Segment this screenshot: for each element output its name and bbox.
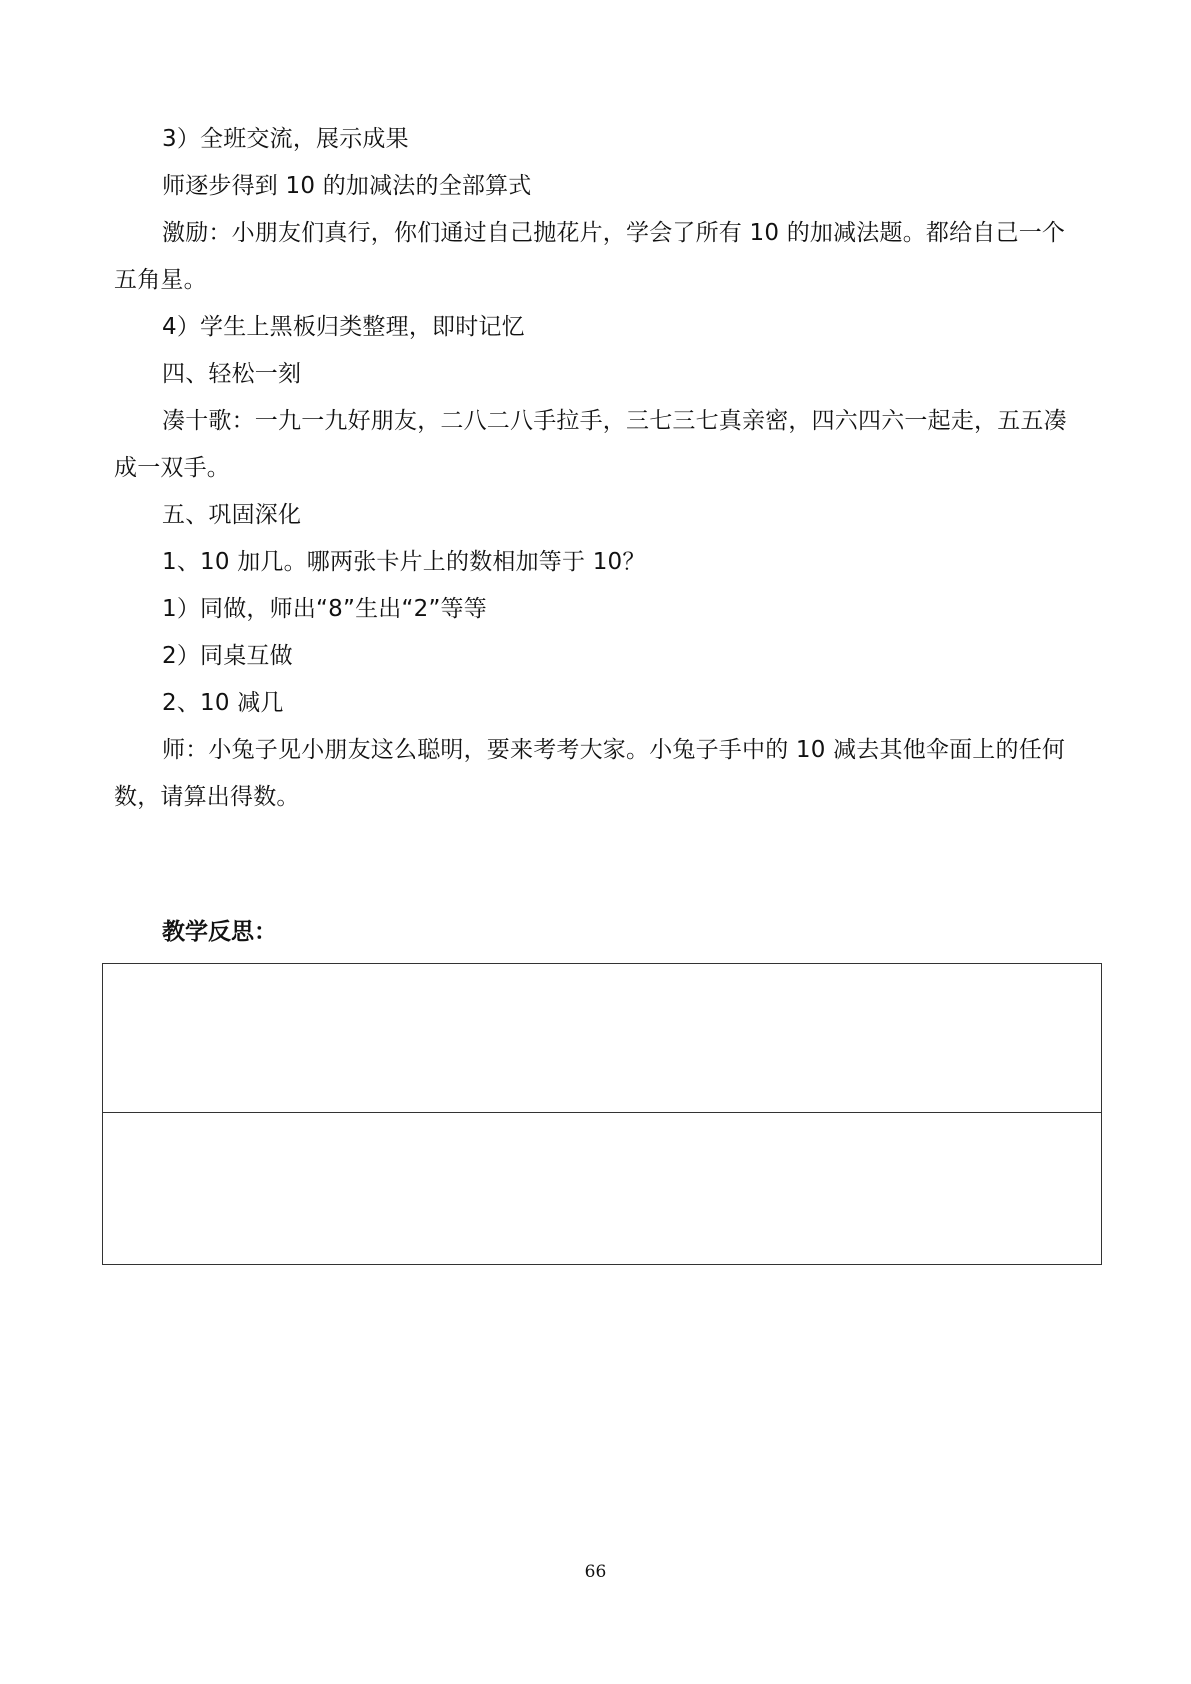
paragraph-all-equations: 师逐步得到 10 的加减法的全部算式 — [162, 173, 532, 199]
paragraph-encouragement: 激励：小朋友们真行，你们通过自己抛花片，学会了所有 10 的加减法题。都给自己一个五角星。 — [114, 220, 1066, 293]
paragraph-rabbit-quiz: 师：小兔子见小朋友这么聪明，要来考考大家。小兔子手中的 10 减去其他伞面上的任何数，请算出得数。 — [114, 737, 1066, 810]
reflection-table — [102, 963, 1102, 1265]
reflection-row-1 — [103, 964, 1101, 1113]
paragraph-ten-minus: 2、10 减几 — [162, 690, 284, 716]
paragraph-share-results: 3）全班交流，展示成果 — [162, 126, 409, 152]
paragraph-do-together: 1）同做，师出“8”生出“2”等等 — [162, 596, 487, 622]
section-heading-consolidate: 五、巩固深化 — [162, 502, 302, 528]
reflection-title: 教学反思： — [162, 919, 277, 945]
paragraph-blackboard: 4）学生上黑板归类整理，即时记忆 — [162, 314, 525, 340]
section-heading-relax: 四、轻松一刻 — [162, 361, 302, 387]
paragraph-make-ten-song: 凑十歌：一九一九好朋友，二八二八手拉手，三七三七真亲密，四六四六一起走，五五凑成一双手。 — [114, 408, 1067, 481]
paragraph-ten-plus: 1、10 加几。哪两张卡片上的数相加等于 10？ — [162, 549, 646, 575]
paragraph-desk-mates: 2）同桌互做 — [162, 643, 293, 669]
lesson-body — [114, 116, 1074, 821]
page-number: 66 — [584, 1562, 607, 1582]
